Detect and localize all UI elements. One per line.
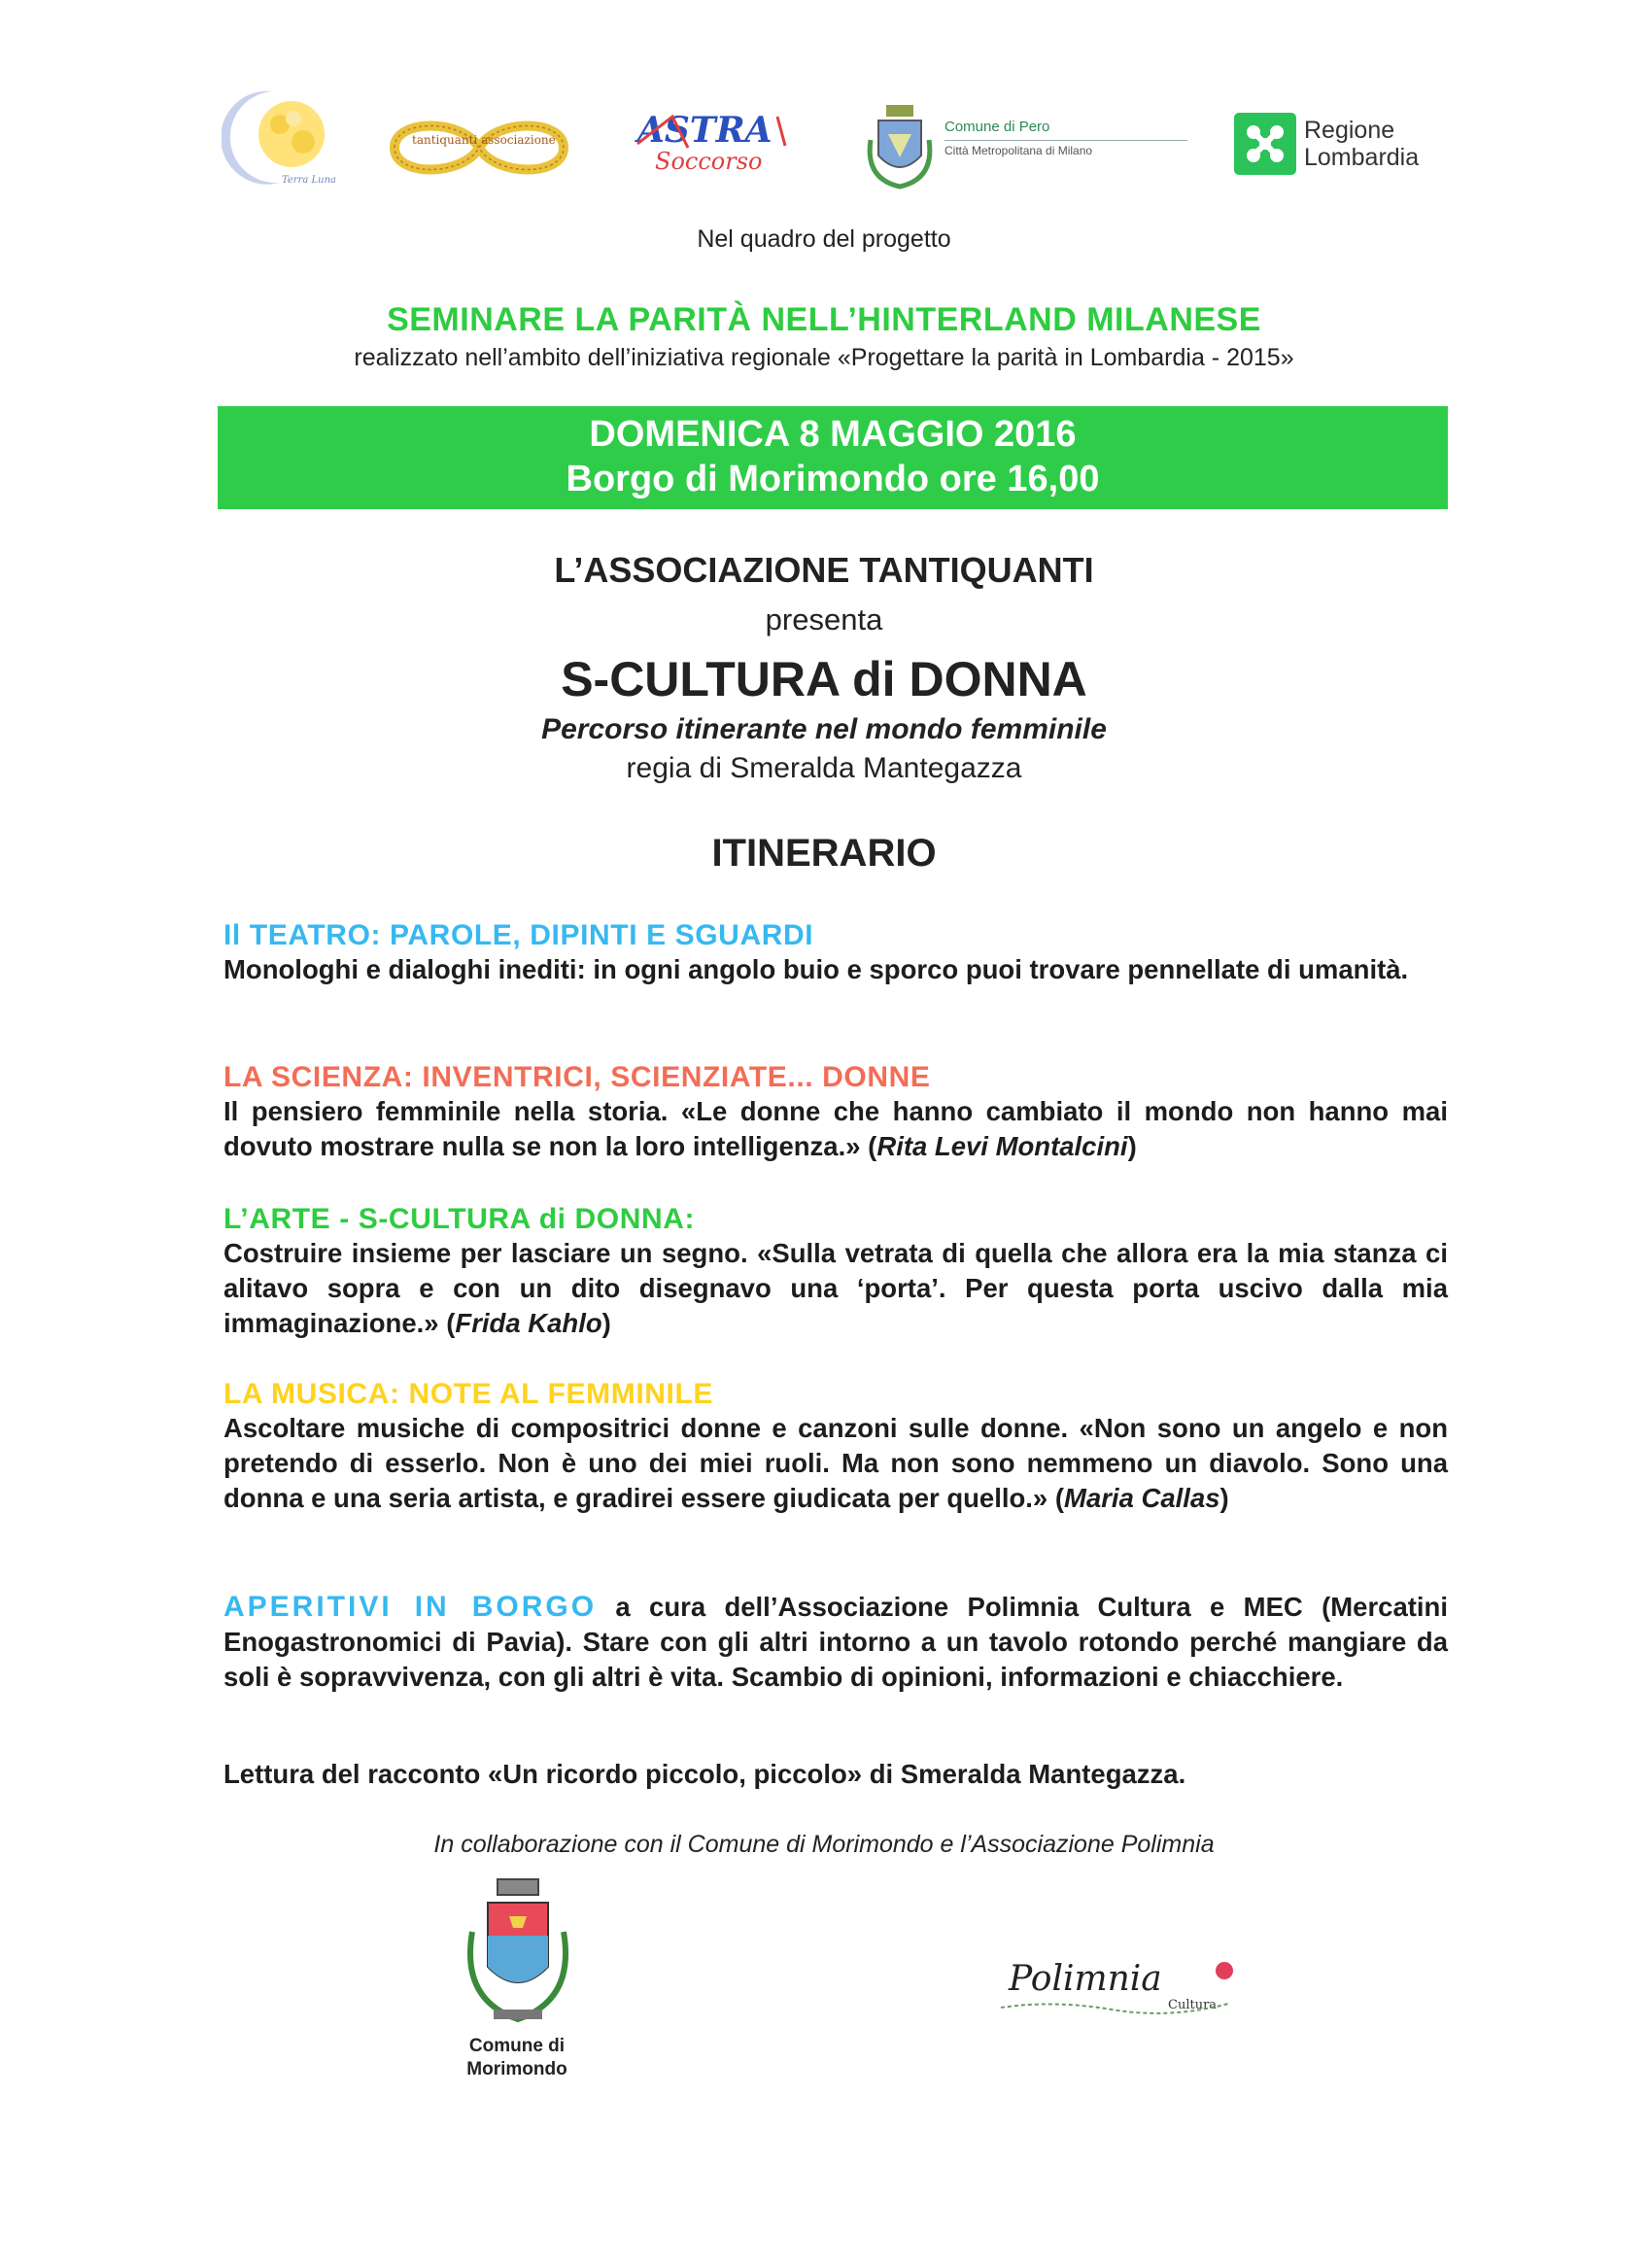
terra-luna-logo [222,86,342,189]
project-title: SEMINARE LA PARITÀ NELL’HINTERLAND MILANESE [387,301,1261,338]
section-heading-musica: LA MUSICA: NOTE AL FEMMINILE [223,1378,713,1410]
arte-text: Costruire insieme per lasciare un segno. «Sulla vetrata di quella che allora era la mia stanza ci alitavo sopra e con un dito disegnavo una ‘porta’. Per questa porta uscivo dalla mia immaginazione.» ( [223,1238,1448,1338]
polimnia-cultura-logo [995,1953,1248,2027]
section-arte [223,1203,1448,1341]
director-credit: regia di Smeralda Mantegazza [626,752,1022,784]
section-scienza [223,1061,1448,1164]
section-heading-aperitivi: APERITIVI IN BORGO [223,1591,598,1623]
association-name: L’ASSOCIAZIONE TANTIQUANTI [554,550,1094,590]
project-context: realizzato nell’ambito dell’iniziativa regionale «Progettare la parità in Lombardia - 2015» [354,344,1294,371]
arte-author: Frida Kahlo [455,1308,602,1338]
astra-soccorso-logo [634,107,810,177]
rose-icon [1216,1962,1233,1979]
polimnia-name-text: Polimnia [1009,1959,1162,1999]
collaboration-note: In collaborazione con il Comune di Morimondo e l’Associazione Polimnia [433,1831,1215,1858]
scienza-close: ) [1127,1131,1137,1161]
polimnia-sub-text: Cultura [1168,1998,1218,2012]
regione-text: Regione [1304,117,1395,144]
pero-divider [944,140,1187,141]
section-body-musica [223,1411,1448,1516]
event-place-time: Borgo di Morimondo ore 16,00 [566,459,1100,499]
project-intro: Nel quadro del progetto [697,225,951,253]
event-date: DOMENICA 8 MAGGIO 2016 [589,414,1077,455]
section-lettura [223,1757,1448,1792]
itinerary-heading: ITINERARIO [711,832,937,875]
section-body-scienza [223,1094,1448,1164]
section-body-teatro: Monologhi e dialoghi inediti: in ogni angolo buio e sporco puoi trovare pennellate di umanità. [223,954,1409,984]
terra-luna-text: Terra Luna [282,175,336,186]
musica-close: ) [1219,1483,1229,1513]
tantiquanti-text: tantiquanti associazione [412,133,556,147]
section-musica [223,1378,1448,1516]
section-teatro [223,919,1448,987]
musica-author: Maria Callas [1064,1483,1220,1513]
aperitivi-text: a cura dell’Associazione Polimnia Cultura e MEC (Mercatini Enogastronomici di Pavia). Stare con gli altri intorno a un tavolo rotondo perché mangiare da soli è sopravvivenza, con gli altri è vita. Scambio di opinioni, informazioni e chiacchiere. [223,1592,1448,1692]
section-heading-scienza: LA SCIENZA: INVENTRICI, SCIENZIATE... DONNE [223,1061,931,1093]
lombardia-rose-icon [1234,113,1296,175]
morimondo-line-2: Morimondo [466,2059,567,2079]
show-subtitle: Percorso itinerante nel mondo femminile [541,713,1107,745]
event-banner [218,406,1448,509]
section-body-arte [223,1236,1448,1341]
comune-di-morimondo-crest [455,1873,581,2031]
presenta-text: presenta [765,602,883,636]
section-heading-teatro: Il TEATRO: PAROLE, DIPINTI E SGUARDI [223,919,814,951]
regione-lombardia-logo [1232,109,1454,179]
astra-text: ASTRA [637,110,772,151]
scienza-author: Rita Levi Montalcini [876,1131,1128,1161]
lombardia-text: Lombardia [1304,144,1420,171]
morimondo-line-1: Comune di [468,2036,566,2056]
section-aperitivi [223,1590,1448,1695]
arte-close: ) [601,1308,611,1338]
section-body-aperitivi [223,1590,1448,1695]
musica-text: Ascoltare musiche di compositrici donne e canzoni sulle donne. «Non sono un angelo e non pretendo di esserlo. Non è uno dei miei ruoli. Ma non sono nemmeno un diavolo. Sono una donna e una seria artista, e gradirei essere giudicata per quello.» ( [223,1413,1448,1513]
tantiquanti-logo [385,111,573,185]
soccorso-text: Soccorso [655,148,763,175]
citta-metropolitana-text: Città Metropolitana di Milano [944,144,1093,157]
scienza-text: Il pensiero femminile nella storia. «Le donne che hanno cambiato il mondo non hanno mai dovuto mostrare nulla se non la loro intelligenza.» ( [223,1096,1448,1161]
show-title: S-CULTURA di DONNA [561,652,1087,706]
comune-di-pero-text: Comune di Pero [944,119,1050,135]
section-heading-arte: L’ARTE - S-CULTURA di DONNA: [223,1203,696,1235]
comune-di-morimondo-caption [420,2035,614,2081]
lettura-text: Lettura del racconto «Un ricordo piccolo, piccolo» di Smeralda Mantegazza. [223,1759,1186,1789]
comune-di-pero-logo [865,101,1199,194]
